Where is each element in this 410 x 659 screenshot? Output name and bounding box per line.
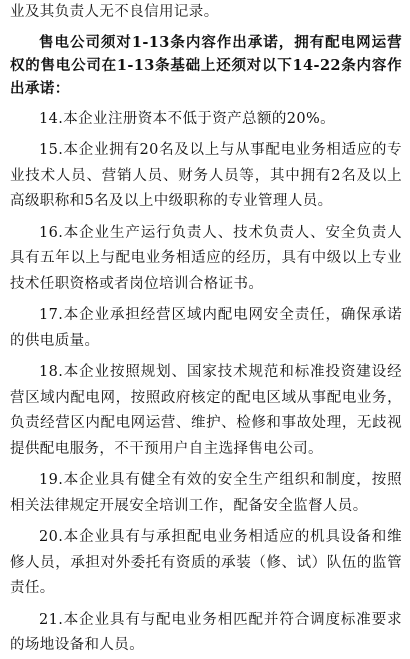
paragraph-item-14: 14.本企业注册资本不低于资产总额的20%。 xyxy=(39,110,336,127)
paragraph-continuation: 业及其负责人无不良信用记录。 xyxy=(10,4,219,20)
paragraph-item-15: 15.本企业拥有20名及以上与从事配电业务相适应的专业技术人员、营销人员、财务人员等，其中拥有2名及以上高级职称和5名及以上中级职称的专业管理人员。 xyxy=(10,142,402,209)
paragraph-item-16: 16.本企业生产运行负责人、技术负责人、安全负责人具有五年以上与配电业务相适应的经历，具有中级以上专业技术任职资格或者岗位培训合格证书。 xyxy=(10,224,402,292)
paragraph-commitment-heading: 售电公司须对1-13条内容作出承诺，拥有配电网运营权的售电公司在1-13条基础上还须对以下14-22条内容作出承诺： xyxy=(10,33,402,97)
paragraph-item-18: 18.本企业按照规划、国家技术规范和标准投资建设经营区域内配电网，按照政府核定的配电区域从事配电业务，负责经营区内配电网运营、维护、检修和事故处理，无歧视提供配电服务，不干预用户自主选择售电公司。 xyxy=(10,364,402,457)
paragraph-item-21: 21.本企业具有与配电业务相匹配并符合调度标准要求的场地设备和人员。 xyxy=(10,611,402,653)
paragraph-item-19: 19.本企业具有健全有效的安全生产组织和制度，按照相关法律规定开展安全培训工作，配备安全监督人员。 xyxy=(10,472,402,514)
paragraph-item-20: 20.本企业具有与承担配电业务相适应的机具设备和维修人员，承担对外委托有资质的承装（修、试）队伍的监管责任。 xyxy=(10,529,402,596)
paragraph-item-17: 17.本企业承担经营区域内配电网安全责任，确保承诺的供电质量。 xyxy=(10,307,402,349)
